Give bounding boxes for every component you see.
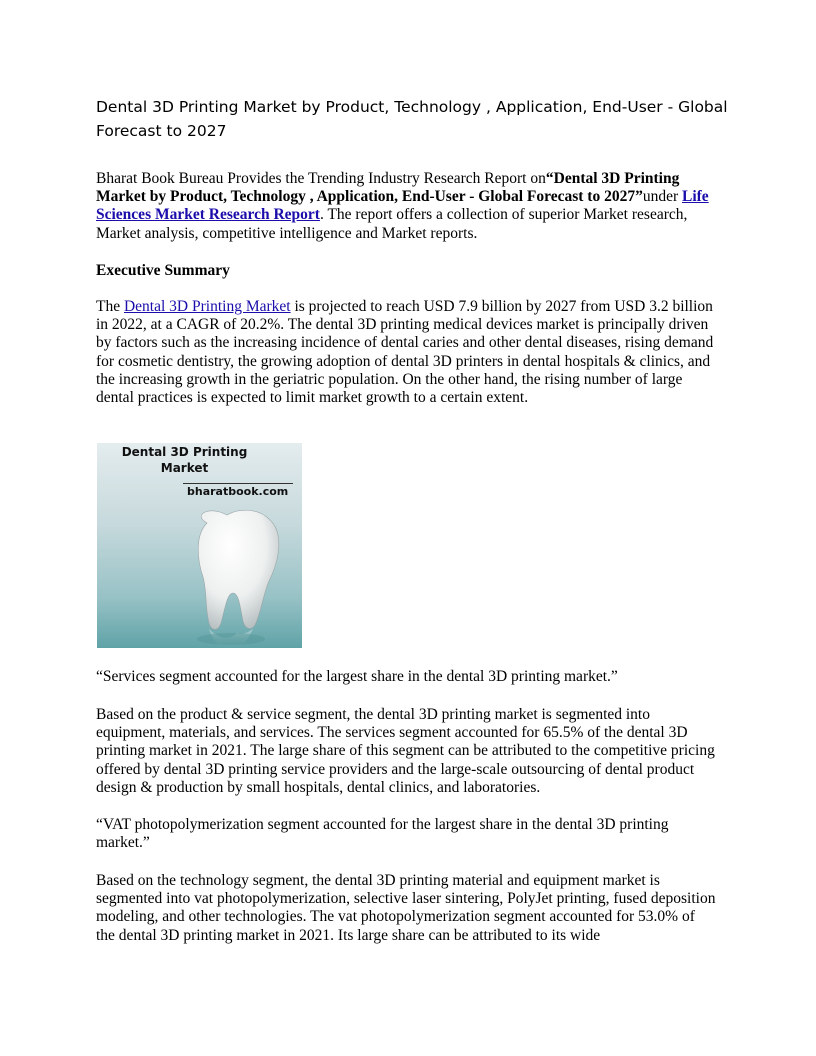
tooth-icon: [97, 443, 302, 648]
vat-quote: “VAT photopolymerization segment accounted for the largest share in the dental 3D printing market.”: [96, 816, 669, 852]
executive-summary-heading: Executive Summary: [96, 262, 230, 279]
report-name: “Dental 3D Printing Market by Product, Technology , Application, End-User - Global Forecast to 2027”: [96, 170, 680, 206]
dental-3d-printing-market-link[interactable]: Dental 3D Printing Market: [123, 298, 291, 315]
summary-paragraph: [96, 298, 716, 407]
figure-site: bharatbook.com: [187, 485, 289, 498]
market-figure-image: [97, 443, 302, 648]
services-paragraph: Based on the product & service segment, the dental 3D printing market is segmented into equipment, materials, and services. The services segment accounted for 65.5% of the dental 3D printing market in 2021. The large share of this segment can be attributed to the competitive pricing offered by dental 3D printing service providers and the large-scale outsourcing of dental product design & production by small hospitals, dental clinics, and laboratories.: [96, 706, 715, 796]
summary-the: The: [96, 298, 124, 315]
summary-text: is projected to reach USD 7.9 billion by 2027 from USD 3.2 billion in 2022, at a CAGR of 20.2%. The dental 3D printing medical devices market is principally driven by factors such as the increasing incidence of dental caries and other dental diseases, rising demand for cosmetic dentistry, the growing adoption of dental 3D printers in dental hospitals & clinics, and the increasing growth in the geriatric population. On the other hand, the rising number of large dental practices is expected to limit market growth to a certain extent.: [96, 298, 714, 407]
technology-paragraph: Based on the technology segment, the dental 3D printing material and equipment market is segmented into vat photopolymerization, selective laser sintering, PolyJet printing, fused deposition modeling, and other technologies. The vat photopolymerization segment accounted for 53.0% of the dental 3D printing market in 2021. Its large share can be attributed to its wide: [96, 872, 716, 944]
life-sciences-report-link[interactable]: Life Sciences Market Research Report: [96, 188, 709, 224]
figure-title-line2: Market: [160, 461, 209, 475]
page-title: Dental 3D Printing Market by Product, Technology , Application, End-User - Global Forecast to 2027: [96, 98, 728, 140]
intro-under: under: [642, 188, 682, 206]
intro-lead: Bharat Book Bureau Provides the Trending Industry Research Report on: [96, 170, 546, 187]
services-quote: “Services segment accounted for the largest share in the dental 3D printing market.”: [96, 668, 618, 685]
intro-paragraph: [96, 170, 716, 243]
intro-tail: . The report offers a collection of superior Market research, Market analysis, competitive intelligence and Market reports.: [96, 206, 688, 242]
figure-title-line1: Dental 3D Printing: [121, 445, 248, 459]
